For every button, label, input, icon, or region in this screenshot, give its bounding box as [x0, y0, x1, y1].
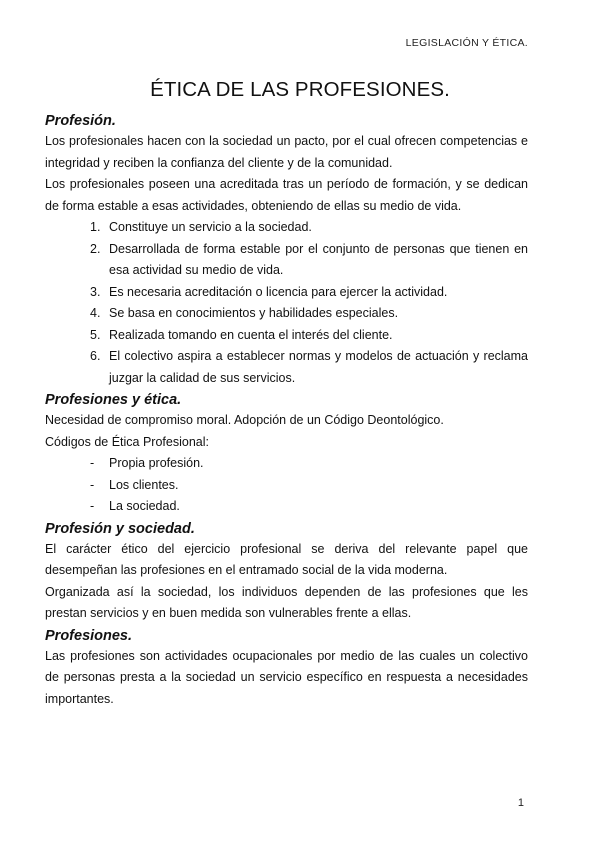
list-item: [45, 346, 528, 389]
list-item: [45, 496, 528, 518]
list-item: [45, 217, 528, 239]
list-number: 5.: [90, 327, 101, 342]
list-item: [45, 282, 528, 304]
list-item-text: Es necesaria acreditación o licencia para ejercer la actividad.: [109, 284, 448, 299]
list-number: 1.: [90, 220, 101, 234]
list-number: 2.: [90, 241, 101, 256]
paragraph: El carácter ético del ejercicio profesional se deriva del relevante papel que desempeñan las profesiones en el entramado social de la vida moderna.: [45, 541, 528, 577]
dash-mark: -: [90, 456, 95, 470]
page-number: 1: [517, 797, 524, 809]
list-item-text: Propia profesión.: [109, 456, 204, 470]
list-item-text: Realizada tomando en cuenta el interés del cliente.: [109, 327, 393, 342]
section-profesion: [45, 111, 528, 389]
page-title: ÉTICA DE LAS PROFESIONES.: [150, 78, 450, 101]
section-heading: Profesiones y ética.: [45, 392, 182, 408]
document-body: [45, 110, 528, 710]
numbered-list: [45, 217, 528, 389]
paragraph: Códigos de Ética Profesional:: [45, 434, 209, 449]
section-profesiones-etica: [45, 390, 528, 518]
list-item: [45, 475, 528, 497]
list-item: [45, 303, 528, 325]
paragraph: Organizada así la sociedad, los individuos dependen de las profesiones que les prestan servicios y en buen medida son vulnerables frente a ellas.: [45, 584, 528, 620]
section-profesiones: [45, 626, 528, 711]
section-heading: Profesión.: [45, 113, 116, 129]
list-item: [45, 453, 528, 475]
paragraph: Necesidad de compromiso moral. Adopción de un Código Deontológico.: [45, 413, 444, 427]
list-item-text: Desarrollada de forma estable por el conjunto de personas que tienen en esa actividad su medio de vida.: [109, 241, 528, 277]
list-item: [45, 325, 528, 347]
dash-list: [45, 453, 528, 518]
list-item: [45, 239, 528, 282]
paragraph: Los profesionales hacen con la sociedad un pacto, por el cual ofrecen competencias e integridad y reciben la confianza del cliente y de la comunidad.: [45, 134, 528, 170]
list-item-text: Se basa en conocimientos y habilidades especiales.: [109, 306, 399, 320]
list-item-text: El colectivo aspira a establecer normas y modelos de actuación y reclama juzgar la calidad de sus servicios.: [109, 349, 528, 385]
section-heading: Profesiones.: [45, 627, 133, 644]
list-number: 3.: [90, 284, 101, 299]
list-number: 4.: [90, 306, 101, 320]
paragraph: Los profesionales poseen una acreditada tras un período de formación, y se dedican de forma estable a esas actividades, obteniendo de ellas su medio de vida.: [45, 177, 528, 213]
list-number: 6.: [90, 349, 101, 363]
paragraph: Las profesiones son actividades ocupacionales por medio de las cuales un colectivo de personas presta a la sociedad un servicio específico en respuesta a necesidades importantes.: [45, 648, 528, 706]
section-profesion-sociedad: [45, 519, 528, 625]
list-item-text: Los clientes.: [109, 477, 179, 492]
dash-mark: -: [90, 499, 95, 513]
list-item-text: Constituye un servicio a la sociedad.: [109, 220, 312, 234]
section-heading: Profesión y sociedad.: [45, 520, 195, 537]
list-item-text: La sociedad.: [109, 499, 180, 513]
running-header: LEGISLACIÓN Y ÉTICA.: [405, 37, 528, 49]
dash-mark: -: [90, 477, 95, 492]
